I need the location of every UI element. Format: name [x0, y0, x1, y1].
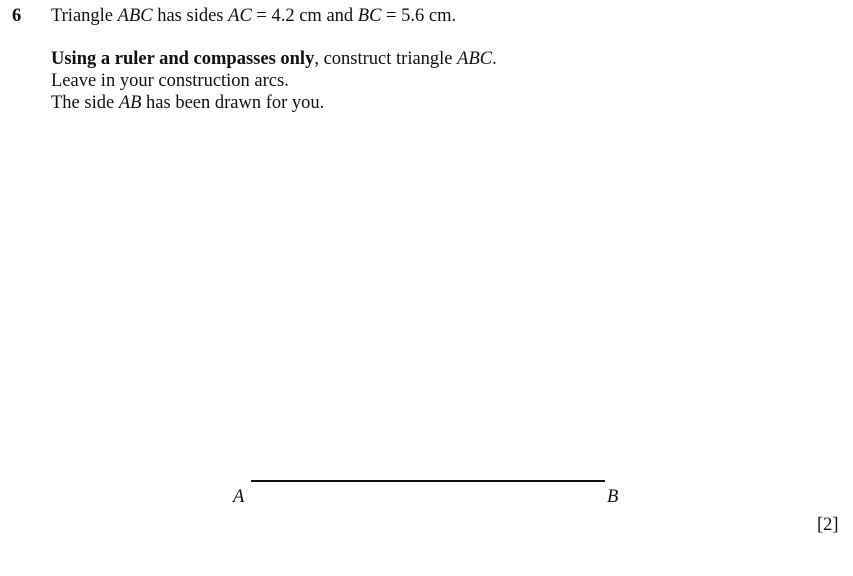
arcs-note: Leave in your construction arcs. [51, 71, 289, 91]
instruction-end: . [492, 49, 497, 69]
point-b-label: B [607, 487, 619, 507]
instruction-emphasis: Using a ruler and compasses only [51, 49, 315, 69]
marks-label: [2] [817, 515, 839, 535]
side-ac-label: AC [228, 6, 252, 26]
instruction-text: , construct triangle [314, 49, 458, 69]
stem-text-1: Triangle [51, 6, 118, 26]
line-segment-ab [251, 480, 605, 482]
instruction-triangle-name: ABC [457, 49, 493, 69]
side-ac-length: = 4.2 cm and [251, 6, 358, 26]
side-note [51, 92, 324, 114]
stem-text-2: has sides [152, 6, 229, 26]
side-ab-label: AB [118, 93, 142, 113]
side-bc-label: BC [357, 6, 382, 26]
side-bc-length: = 5.6 cm. [381, 6, 457, 26]
point-a-label: A [233, 487, 245, 507]
triangle-name: ABC [117, 6, 153, 26]
side-note-text-1: The side [51, 93, 119, 113]
construction-instruction [51, 48, 497, 70]
question-stem [51, 5, 456, 27]
question-number: 6 [12, 6, 22, 26]
side-note-text-2: has been drawn for you. [141, 93, 325, 113]
